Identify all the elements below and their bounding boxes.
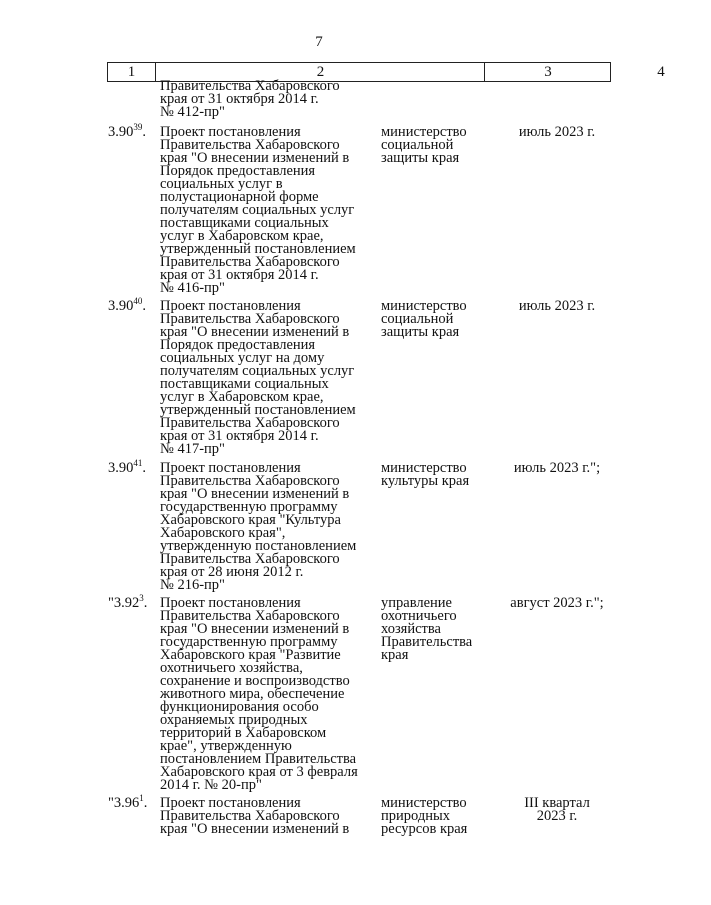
due-date: июль 2023 г."; [513,460,601,476]
header-col-1: 1 [127,64,136,80]
due-date: июль 2023 г. [518,298,596,314]
continued-line: Правительства Хабаровского [160,78,340,94]
item-number: "3.92$^3$. [108,593,148,611]
header-col-3: 3 [484,63,611,81]
item-description: Проект постановления Правительства Хабаровского края "О внесении изменений в государственную программу Хабаровского края "Культура Хабаровского края", утвержденную постановлением Правительства Хабаровского края от 28 июня 2012 г. № 216-пр" [160,460,357,593]
item-number: 3.90$^{39}$. [108,122,146,140]
item-number: 3.90$^{40}$. [108,296,146,314]
item-description: Проект постановления Правительства Хабаровского края "О внесении изменений в государственную программу Хабаровского края "Развитие охотничьего хозяйства, сохранение и воспроизводство животного мира, обеспечение функционирования особо охраняемых природных территорий в Хабаровском крае", утвержденную постановлением Правительства Хабаровского края от 3 февраля 2014 г. № 20-пр" [160,595,358,793]
due-date: июль 2023 г. [518,124,596,140]
page-number: 7 [315,34,323,50]
responsible-body: министерство социальной защиты края [381,298,467,340]
continued-description [160,80,390,119]
due-date: август 2023 г."; [510,595,604,611]
header-col-2: 2 [155,63,485,81]
item-number: "3.96$^1$. [108,793,148,811]
continued-line: края от 31 октября 2014 г. [160,91,319,107]
responsible-body: управление охотничьего хозяйства Правительства края [381,595,473,663]
responsible-body: министерство социальной защиты края [381,124,467,166]
continued-line: № 412-пр" [160,104,225,120]
responsible-body: министерство природных ресурсов края [381,795,468,837]
item-description: Проект постановления Правительства Хабаровского края "О внесении изменений в Порядок предоставления социальных услуг в полустационарной форме получателям социальных услуг поставщиками социальных услуг в Хабаровском крае, утвержденный постановлением Правительства Хабаровского края от 31 октября 2014 г. № 416-пр" [160,124,356,296]
responsible-body: министерство культуры края [381,460,470,489]
item-description: Проект постановления Правительства Хабаровского края "О внесении изменений в Порядок предоставления социальных услуг на дому получателям социальных услуг поставщиками социальных услуг в Хабаровском крае, утвержденный постановлением Правительства Хабаровского края от 31 октября 2014 г. № 417-пр" [160,298,356,457]
due-date: III квартал 2023 г. [524,795,590,824]
header-col-4: 4 [610,63,711,81]
item-number: 3.90$^{41}$. [108,458,146,476]
item-description: Проект постановления Правительства Хабаровского края "О внесении изменений в [160,795,350,837]
